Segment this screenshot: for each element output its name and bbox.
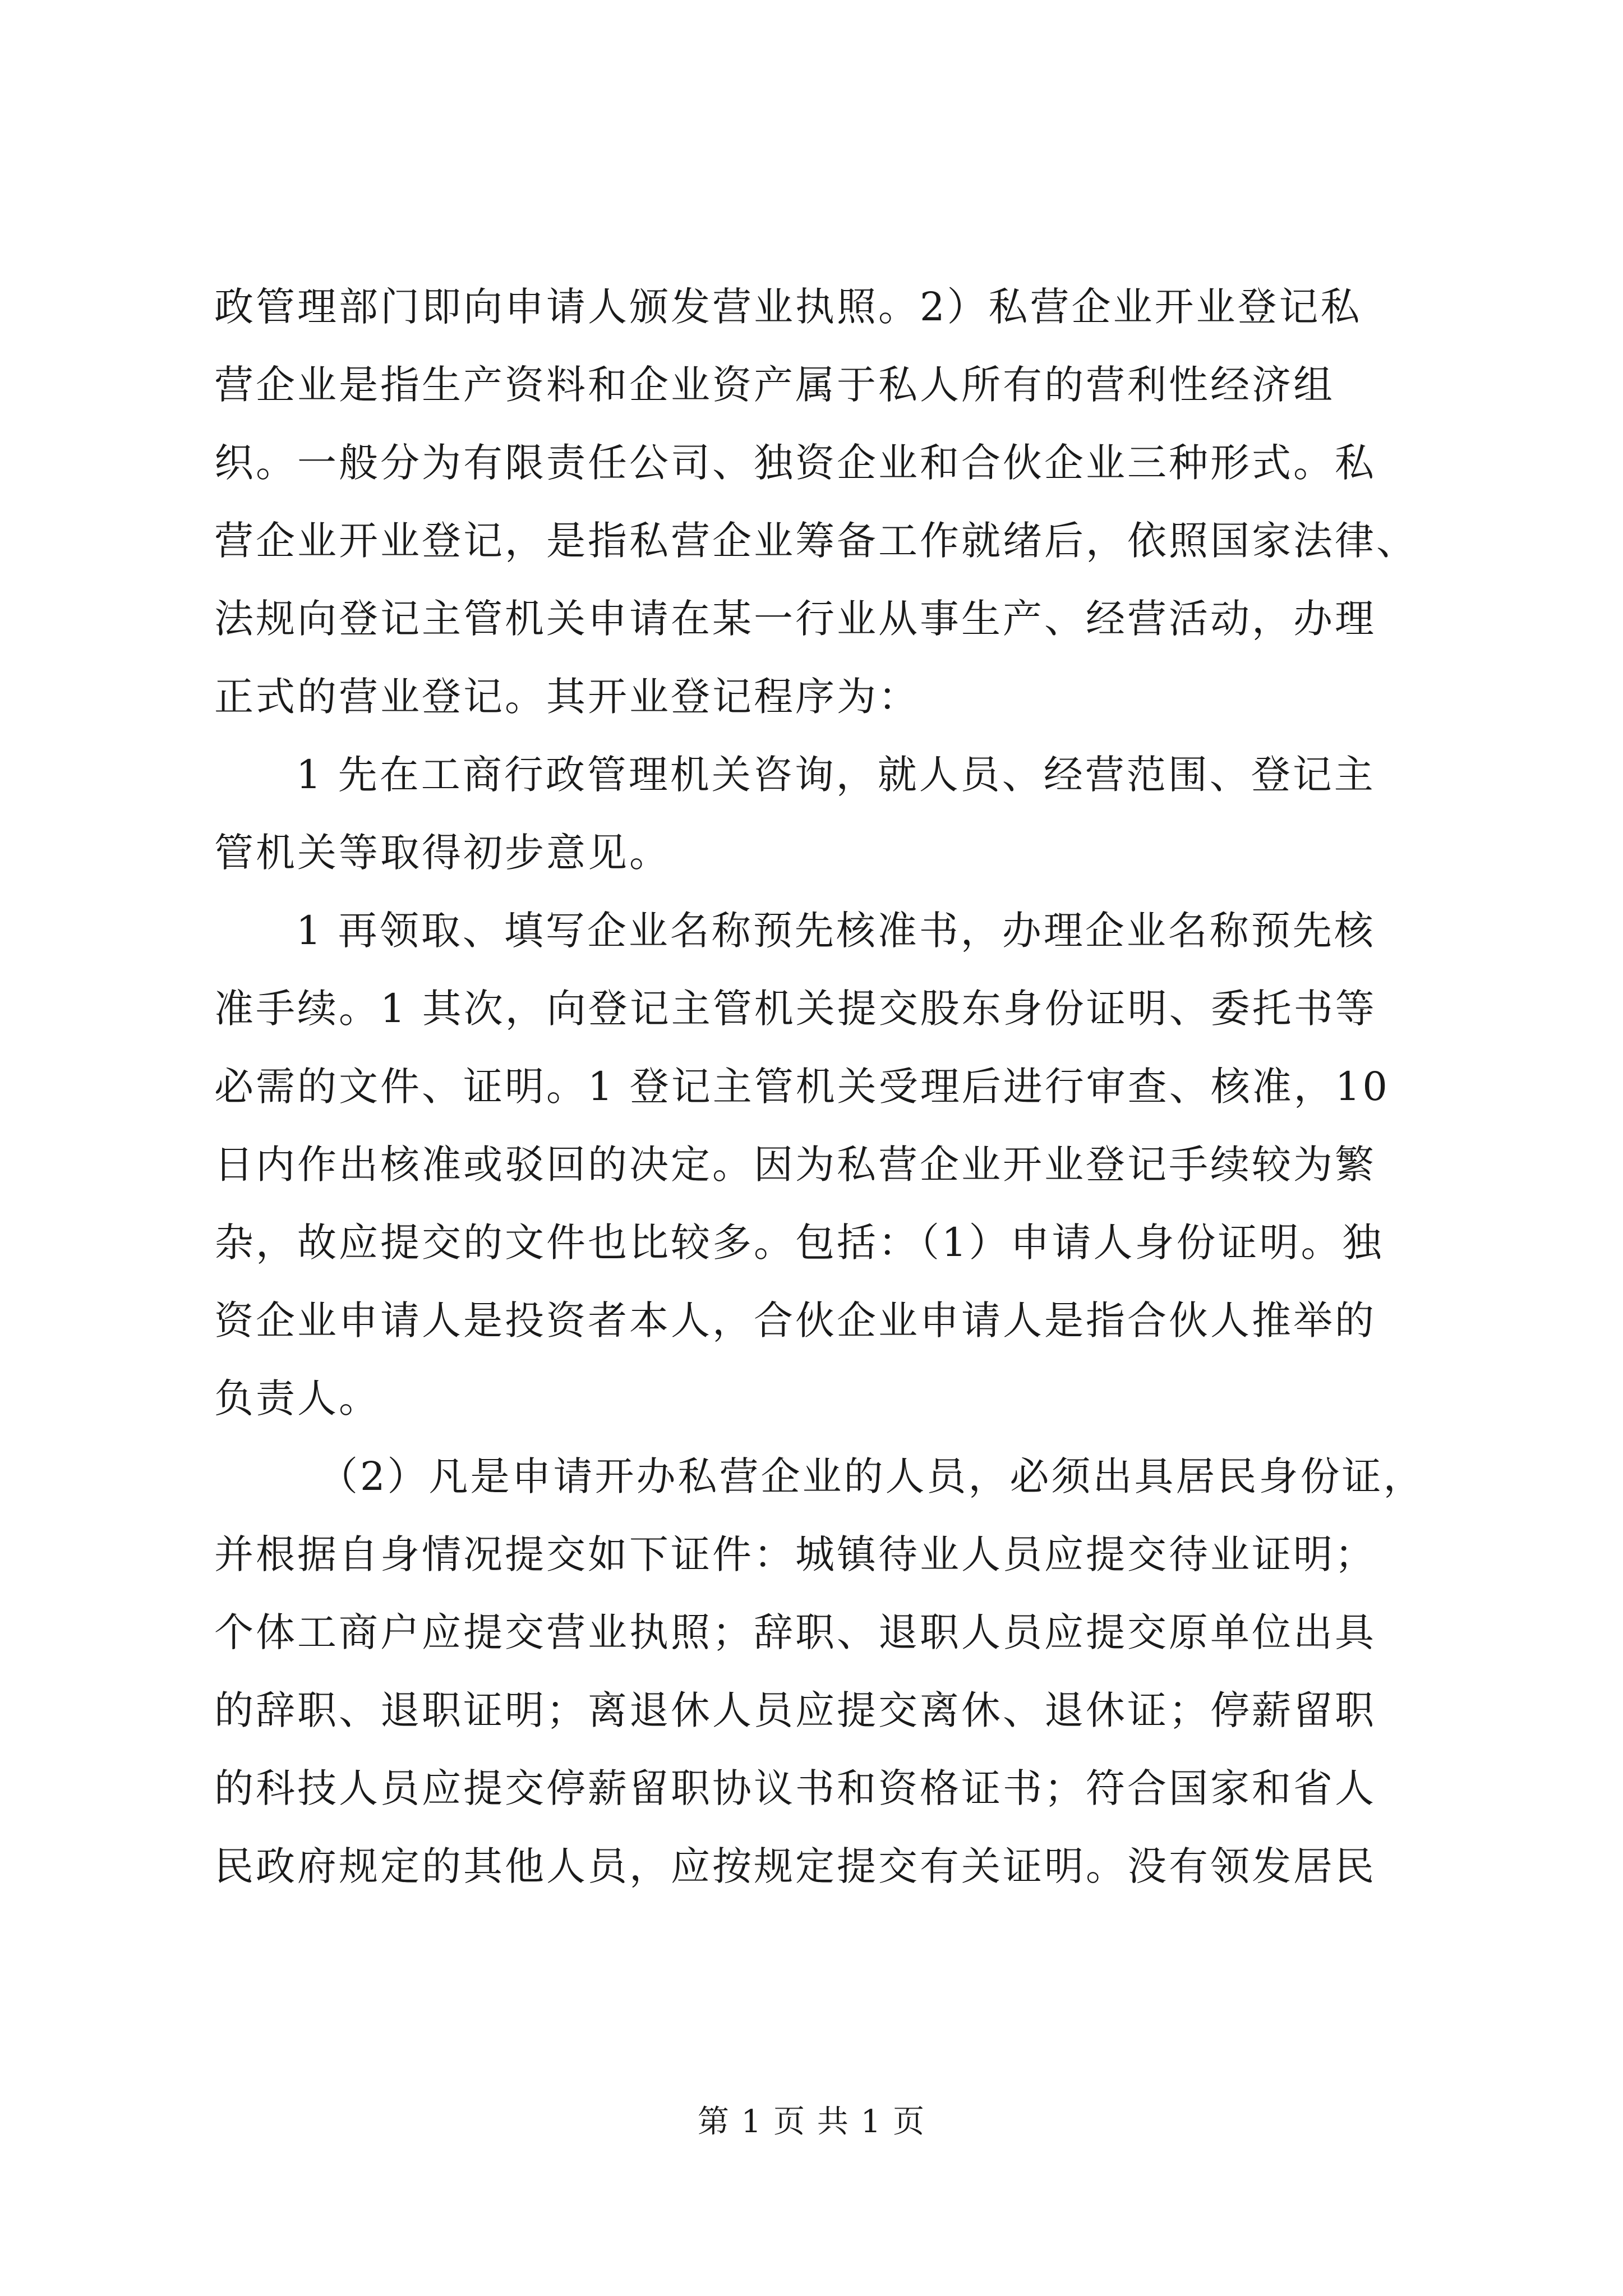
text-line: 法规向登记主管机关申请在某一行业从事生产、经营活动，办理: [214, 596, 1376, 642]
text-line: 个体工商户应提交营业执照；辞职、退职人员应提交原单位出具: [214, 1609, 1376, 1655]
text-line: 正式的营业登记。其开业登记程序为：: [214, 674, 920, 720]
text-line: 的辞职、退职证明；离退休人员应提交离休、退休证；停薪留职: [214, 1687, 1376, 1733]
text-line: 民政府规定的其他人员，应按规定提交有关证明。没有领发居民: [214, 1843, 1376, 1889]
text-line: （2）凡是申请开办私营企业的人员，必须出具居民身份证，: [319, 1453, 1425, 1499]
text-line: 杂，故应提交的文件也比较多。包括：（1）申请人身份证明。独: [214, 1220, 1384, 1266]
text-line: 1 再领取、填写企业名称预先核准书，办理企业名称预先核: [296, 908, 1376, 954]
text-line: 的科技人员应提交停薪留职协议书和资格证书；符合国家和省人: [214, 1765, 1376, 1811]
text-line: 营企业开业登记，是指私营企业筹备工作就绪后，依照国家法律、: [214, 518, 1418, 564]
body-text: [214, 268, 1425, 1906]
text-line: 政管理部门即向申请人颁发营业执照。2）私营企业开业登记私: [214, 284, 1362, 330]
text-line: 营企业是指生产资料和企业资产属于私人所有的营利性经济组: [214, 362, 1335, 408]
text-line: 必需的文件、证明。1 登记主管机关受理后进行审查、核准，10: [214, 1064, 1390, 1110]
text-line: 资企业申请人是投资者本人，合伙企业申请人是指合伙人推举的: [214, 1297, 1376, 1343]
text-line: 日内作出核准或驳回的决定。因为私营企业开业登记手续较为繁: [214, 1142, 1376, 1188]
text-line: 1 先在工商行政管理机关咨询，就人员、经营范围、登记主: [296, 752, 1376, 798]
text-line: 并根据自身情况提交如下证件：城镇待业人员应提交待业证明；: [214, 1531, 1376, 1577]
text-line: 负责人。: [214, 1375, 380, 1421]
page-number-footer: 第 1 页 共 1 页: [697, 2104, 926, 2140]
text-line: 织。一般分为有限责任公司、独资企业和合伙企业三种形式。私: [214, 440, 1376, 486]
text-line: 准手续。1 其次，向登记主管机关提交股东身份证明、委托书等: [214, 986, 1377, 1032]
text-line: 管机关等取得初步意见。: [214, 830, 671, 876]
